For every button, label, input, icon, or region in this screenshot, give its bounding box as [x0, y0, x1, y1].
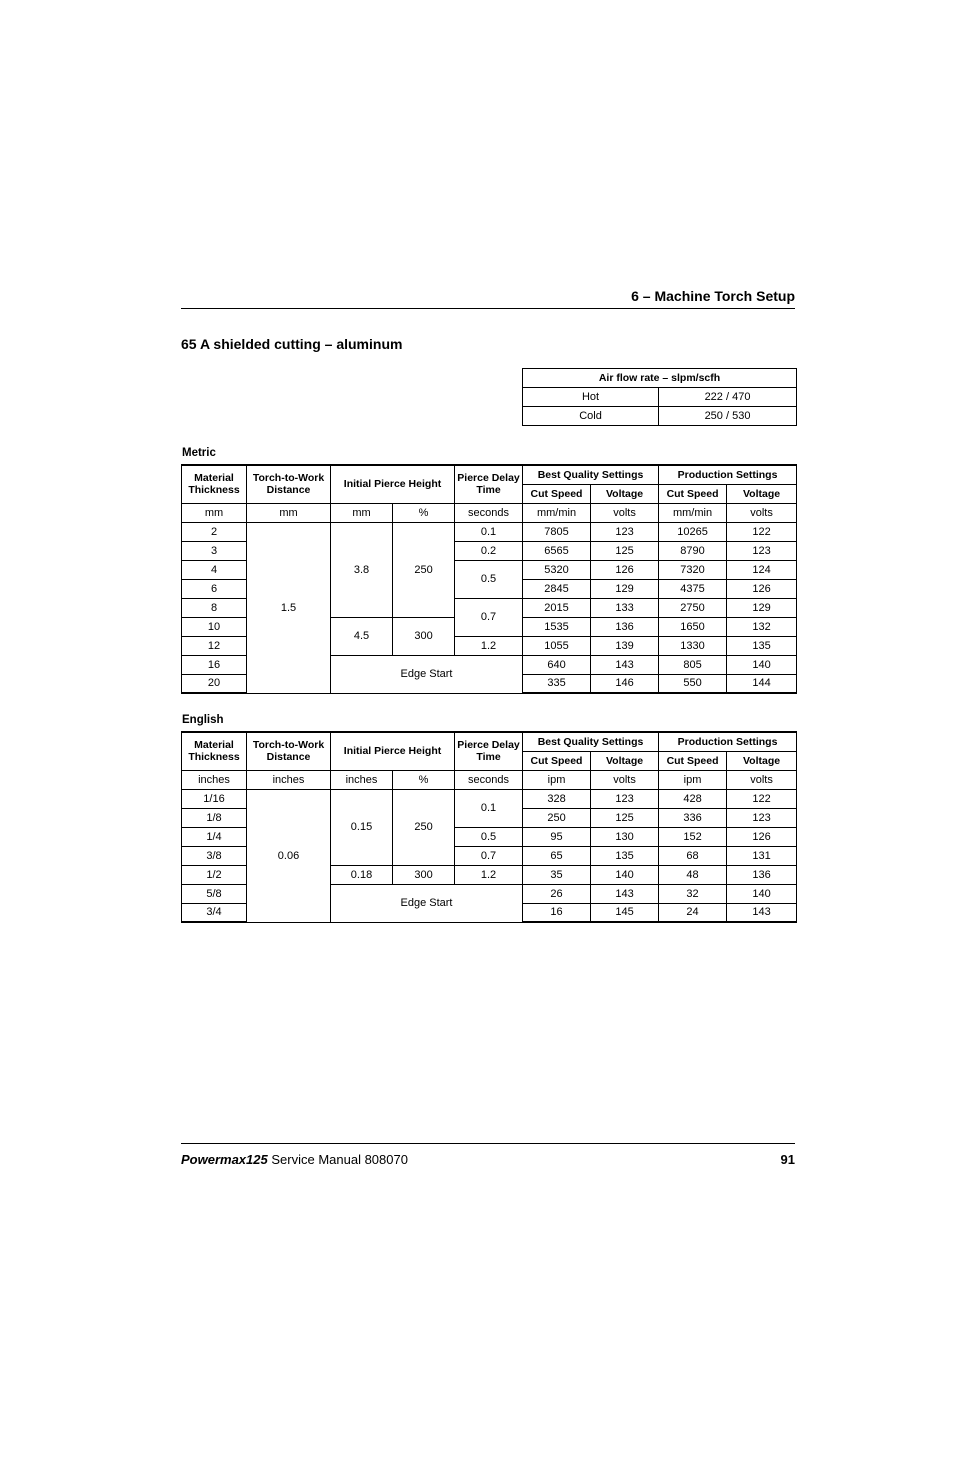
pierce-height-cell: 3.8: [331, 522, 393, 617]
header-production: Production Settings: [659, 465, 797, 484]
air-flow-value: 250 / 530: [659, 407, 797, 426]
cut-speed-cell: 336: [659, 808, 727, 827]
header-voltage: Voltage: [591, 751, 659, 770]
voltage-cell: 123: [591, 789, 659, 808]
voltage-cell: 129: [727, 598, 797, 617]
voltage-cell: 140: [727, 884, 797, 903]
voltage-cell: 146: [591, 674, 659, 693]
cut-speed-cell: 8790: [659, 541, 727, 560]
air-flow-value: 222 / 470: [659, 388, 797, 407]
air-flow-label: Hot: [523, 388, 659, 407]
voltage-cell: 143: [591, 655, 659, 674]
manual-title: Service Manual 808070: [271, 1152, 408, 1167]
cut-speed-cell: 7320: [659, 560, 727, 579]
cut-speed-cell: 2845: [523, 579, 591, 598]
thickness-cell: 20: [182, 674, 247, 693]
cut-speed-cell: 6565: [523, 541, 591, 560]
voltage-cell: 144: [727, 674, 797, 693]
delay-cell: 0.1: [455, 789, 523, 827]
header-cut-speed: Cut Speed: [523, 751, 591, 770]
cut-speed-cell: 68: [659, 846, 727, 865]
voltage-cell: 132: [727, 617, 797, 636]
header-torch-to-work: Torch-to-Work Distance: [247, 732, 331, 770]
metric-table: [181, 464, 797, 694]
unit-cell: volts: [591, 503, 659, 522]
header-voltage: Voltage: [727, 751, 797, 770]
voltage-cell: 143: [591, 884, 659, 903]
header-initial-pierce-height: Initial Pierce Height: [331, 465, 455, 503]
distance-cell: 1.5: [247, 522, 331, 693]
footer-rule: [181, 1143, 795, 1144]
cut-speed-cell: 1330: [659, 636, 727, 655]
delay-cell: 1.2: [455, 636, 523, 655]
air-flow-title: Air flow rate – slpm/scfh: [523, 369, 797, 388]
page-footer: [181, 1152, 795, 1167]
air-flow-table: [522, 368, 797, 426]
unit-cell: mm: [182, 503, 247, 522]
pierce-percent-cell: 300: [393, 617, 455, 655]
header-cut-speed: Cut Speed: [659, 484, 727, 503]
voltage-cell: 130: [591, 827, 659, 846]
header-material-thickness: Material Thickness: [182, 732, 247, 770]
air-flow-label: Cold: [523, 407, 659, 426]
pierce-height-cell: 0.15: [331, 789, 393, 865]
voltage-cell: 136: [727, 865, 797, 884]
header-material-thickness: Material Thickness: [182, 465, 247, 503]
voltage-cell: 123: [591, 522, 659, 541]
thickness-cell: 1/2: [182, 865, 247, 884]
delay-cell: 0.5: [455, 560, 523, 598]
thickness-cell: 1/8: [182, 808, 247, 827]
cut-speed-cell: 328: [523, 789, 591, 808]
chapter-heading: 6 – Machine Torch Setup: [631, 288, 795, 304]
cut-speed-cell: 1055: [523, 636, 591, 655]
unit-cell: volts: [591, 770, 659, 789]
cut-speed-cell: 550: [659, 674, 727, 693]
unit-cell: seconds: [455, 770, 523, 789]
cut-speed-cell: 7805: [523, 522, 591, 541]
cut-speed-cell: 4375: [659, 579, 727, 598]
header-torch-to-work: Torch-to-Work Distance: [247, 465, 331, 503]
thickness-cell: 8: [182, 598, 247, 617]
unit-cell: mm: [331, 503, 393, 522]
voltage-cell: 136: [591, 617, 659, 636]
cut-speed-cell: 48: [659, 865, 727, 884]
voltage-cell: 122: [727, 789, 797, 808]
voltage-cell: 126: [591, 560, 659, 579]
unit-cell: inches: [331, 770, 393, 789]
unit-cell: %: [393, 503, 455, 522]
header-initial-pierce-height: Initial Pierce Height: [331, 732, 455, 770]
voltage-cell: 135: [591, 846, 659, 865]
cut-speed-cell: 2750: [659, 598, 727, 617]
thickness-cell: 10: [182, 617, 247, 636]
edge-start-cell: Edge Start: [331, 655, 523, 693]
voltage-cell: 124: [727, 560, 797, 579]
cut-speed-cell: 35: [523, 865, 591, 884]
cut-speed-cell: 152: [659, 827, 727, 846]
thickness-cell: 12: [182, 636, 247, 655]
header-production: Production Settings: [659, 732, 797, 751]
voltage-cell: 126: [727, 827, 797, 846]
distance-cell: 0.06: [247, 789, 331, 922]
cut-speed-cell: 16: [523, 903, 591, 922]
product-brand: Powermax125: [181, 1152, 268, 1167]
voltage-cell: 143: [727, 903, 797, 922]
unit-cell: ipm: [659, 770, 727, 789]
cut-speed-cell: 26: [523, 884, 591, 903]
header-pierce-delay: Pierce Delay Time: [455, 465, 523, 503]
header-best-quality: Best Quality Settings: [523, 732, 659, 751]
cut-speed-cell: 10265: [659, 522, 727, 541]
cut-speed-cell: 1535: [523, 617, 591, 636]
voltage-cell: 125: [591, 541, 659, 560]
delay-cell: 0.1: [455, 522, 523, 541]
cut-speed-cell: 95: [523, 827, 591, 846]
delay-cell: 0.5: [455, 827, 523, 846]
voltage-cell: 123: [727, 808, 797, 827]
thickness-cell: 3/4: [182, 903, 247, 922]
cut-speed-cell: 250: [523, 808, 591, 827]
cut-speed-cell: 32: [659, 884, 727, 903]
cut-speed-cell: 24: [659, 903, 727, 922]
voltage-cell: 135: [727, 636, 797, 655]
delay-cell: 0.7: [455, 598, 523, 636]
delay-cell: 0.2: [455, 541, 523, 560]
thickness-cell: 16: [182, 655, 247, 674]
cut-speed-cell: 335: [523, 674, 591, 693]
unit-cell: inches: [182, 770, 247, 789]
thickness-cell: 6: [182, 579, 247, 598]
edge-start-cell: Edge Start: [331, 884, 523, 922]
header-cut-speed: Cut Speed: [659, 751, 727, 770]
pierce-height-cell: 0.18: [331, 865, 393, 884]
unit-cell: mm: [247, 503, 331, 522]
header-pierce-delay: Pierce Delay Time: [455, 732, 523, 770]
cut-speed-cell: 805: [659, 655, 727, 674]
english-label: English: [182, 714, 224, 726]
pierce-percent-cell: 250: [393, 522, 455, 617]
unit-cell: inches: [247, 770, 331, 789]
metric-label: Metric: [182, 447, 216, 459]
unit-cell: volts: [727, 770, 797, 789]
unit-cell: seconds: [455, 503, 523, 522]
voltage-cell: 126: [727, 579, 797, 598]
table-row: [182, 522, 797, 541]
header-rule: [181, 308, 795, 309]
delay-cell: 0.7: [455, 846, 523, 865]
thickness-cell: 5/8: [182, 884, 247, 903]
cut-speed-cell: 1650: [659, 617, 727, 636]
unit-cell: ipm: [523, 770, 591, 789]
header-best-quality: Best Quality Settings: [523, 465, 659, 484]
header-cut-speed: Cut Speed: [523, 484, 591, 503]
header-voltage: Voltage: [727, 484, 797, 503]
english-table: [181, 731, 797, 923]
voltage-cell: 133: [591, 598, 659, 617]
unit-cell: mm/min: [659, 503, 727, 522]
voltage-cell: 131: [727, 846, 797, 865]
unit-cell: %: [393, 770, 455, 789]
section-title: 65 A shielded cutting – aluminum: [181, 336, 403, 352]
cut-speed-cell: 65: [523, 846, 591, 865]
voltage-cell: 140: [591, 865, 659, 884]
table-row: [182, 789, 797, 808]
cut-speed-cell: 640: [523, 655, 591, 674]
pierce-percent-cell: 300: [393, 865, 455, 884]
cut-speed-cell: 2015: [523, 598, 591, 617]
cut-speed-cell: 5320: [523, 560, 591, 579]
header-voltage: Voltage: [591, 484, 659, 503]
pierce-height-cell: 4.5: [331, 617, 393, 655]
voltage-cell: 129: [591, 579, 659, 598]
voltage-cell: 125: [591, 808, 659, 827]
thickness-cell: 2: [182, 522, 247, 541]
delay-cell: 1.2: [455, 865, 523, 884]
voltage-cell: 139: [591, 636, 659, 655]
thickness-cell: 3/8: [182, 846, 247, 865]
thickness-cell: 1/16: [182, 789, 247, 808]
thickness-cell: 4: [182, 560, 247, 579]
unit-cell: volts: [727, 503, 797, 522]
thickness-cell: 1/4: [182, 827, 247, 846]
voltage-cell: 122: [727, 522, 797, 541]
unit-cell: mm/min: [523, 503, 591, 522]
voltage-cell: 145: [591, 903, 659, 922]
cut-speed-cell: 428: [659, 789, 727, 808]
thickness-cell: 3: [182, 541, 247, 560]
voltage-cell: 123: [727, 541, 797, 560]
pierce-percent-cell: 250: [393, 789, 455, 865]
voltage-cell: 140: [727, 655, 797, 674]
page-number: 91: [780, 1152, 795, 1167]
